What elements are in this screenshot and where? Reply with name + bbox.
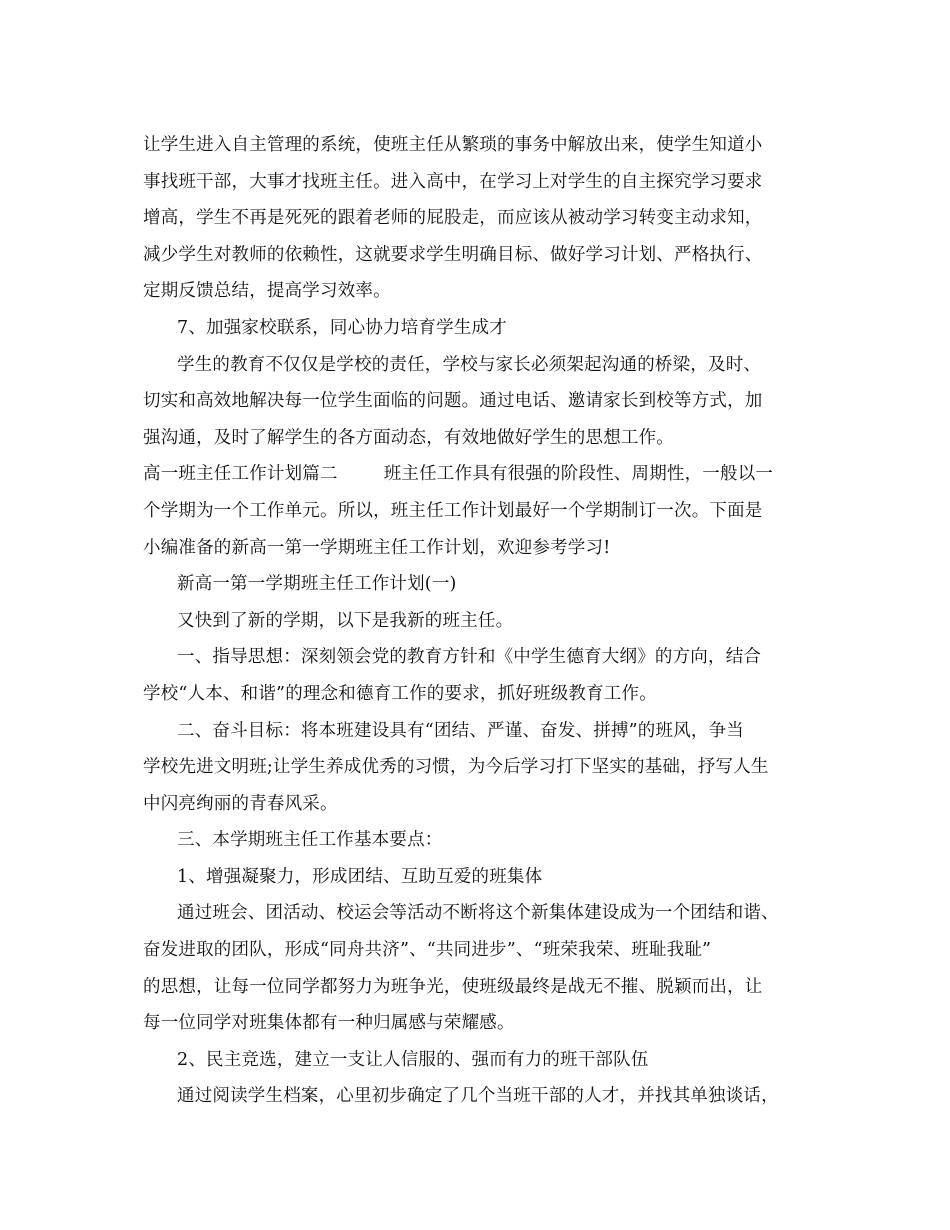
subtitle: 新高一第一学期班主任工作计划(一) xyxy=(177,574,457,595)
section-heading: 2、民主竞选，建立一支让人信服的、强而有力的班干部队伍 xyxy=(177,1049,649,1070)
body-line: 增高，学生不再是死死的跟着老师的屁股走，而应该从被动学习转变主动求知， xyxy=(143,208,763,229)
body-line: 减少学生对教师的依赖性，这就要求学生明确目标、做好学习计划、严格执行、 xyxy=(143,244,763,265)
body-line: 的思想，让每一位同学都努力为班争光，使班级最终是战无不摧、脱颖而出，让 xyxy=(143,976,763,997)
body-line: 每一位同学对班集体都有一种归属感与荣耀感。 xyxy=(143,1013,515,1034)
article-title: 高一班主任工作计划篇二 xyxy=(143,464,338,485)
body-line: 通过班会、团活动、校运会等活动不断将这个新集体建设成为一个团结和谐、 xyxy=(177,903,779,924)
body-line: 奋发进取的团队，形成“同舟共济”、“共同进步”、“班荣我荣、班耻我耻” xyxy=(143,940,712,961)
article-intro: 班主任工作具有很强的阶段性、周期性，一般以一 xyxy=(383,464,774,485)
body-line: 定期反馈总结，提高学习效率。 xyxy=(143,281,391,302)
body-line: 通过阅读学生档案，心里初步确定了几个当班干部的人才，并找其单独谈话， xyxy=(177,1086,779,1107)
body-line: 强沟通，及时了解学生的各方面动态，有效地做好学生的思想工作。 xyxy=(143,427,674,448)
section-heading: 三、本学期班主任工作基本要点： xyxy=(177,830,443,851)
body-line: 切实和高效地解决每一位学生面临的问题。通过电话、邀请家长到校等方式，加 xyxy=(143,391,763,412)
body-line: 让学生进入自主管理的系统，使班主任从繁琐的事务中解放出来，使学生知道小 xyxy=(143,135,763,155)
body-line: 二、奋斗目标：将本班建设具有“团结、严谨、奋发、拼搏”的班风，争当 xyxy=(177,720,744,741)
body-line: 小编准备的新高一第一学期班主任工作计划，欢迎参考学习! xyxy=(143,537,611,558)
article-title-line xyxy=(143,456,808,493)
document-body xyxy=(143,127,808,1115)
section-heading: 7、加强家校联系，同心协力培育学生成才 xyxy=(177,317,507,338)
body-line: 又快到了新的学期，以下是我新的班主任。 xyxy=(177,610,514,631)
body-line: 一、指导思想：深刻领会党的教育方针和《中学生德育大纲》的方向，结合 xyxy=(177,647,762,668)
body-line: 学校“人本、和谐”的理念和德育工作的要求，抓好班级教育工作。 xyxy=(143,683,657,704)
body-line: 中闪亮绚丽的青春风采。 xyxy=(143,793,338,814)
section-heading: 1、增强凝聚力，形成团结、互助互爱的班集体 xyxy=(177,866,543,887)
body-line: 事找班干部，大事才找班主任。进入高中，在学习上对学生的自主探究学习要求 xyxy=(143,171,763,192)
body-line: 学校先进文明班;让学生养成优秀的习惯，为今后学习打下坚实的基础，抒写人生 xyxy=(143,757,769,778)
body-line: 个学期为一个工作单元。所以，班主任工作计划最好一个学期制订一次。下面是 xyxy=(143,500,763,521)
body-line: 学生的教育不仅仅是学校的责任，学校与家长必须架起沟通的桥梁，及时、 xyxy=(177,354,762,375)
